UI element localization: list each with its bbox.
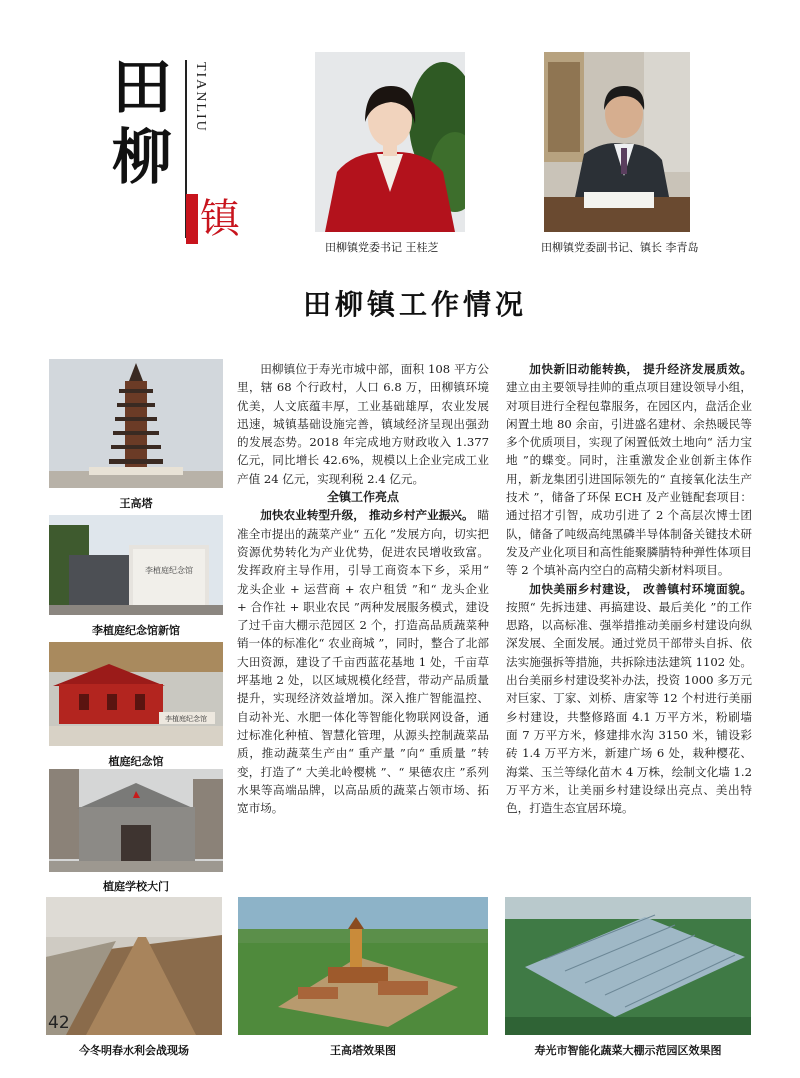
article-p2-body: 建立由主要领导挂帅的重点项目建设领导小组，对项目进行全程包靠服务，在园区内，盘活企业闲置土地 80 余亩，引进盛名建材、余热暖民等多个优质项目，实现了闲置低效土地向“ 活力宝地 ”的蝶变。同时，注重激发企业创新主体作用，新龙集团引进国际领先的“ 直接氧化法生产技术 ”，储备了环保 ECH 及产业链配套项目：通过招才引智，成功引进了 2 个高层次博士团队，储备了吨级高纯黑磷半导体制备关键技术研发及产业化项目和高性能聚膦腈特种弹性体项目等 2 个填补高内空白的高精尖新材料项目。 [506, 380, 752, 578]
town-char-liu: 柳 [112, 123, 172, 193]
portrait-mayor-photo [544, 52, 690, 232]
page-title: 田柳镇工作情况 [302, 288, 527, 321]
article-subheading: 全镇工作亮点 [326, 490, 399, 505]
caption-wang-tower-render: 王高塔效果图 [330, 1044, 396, 1057]
caption-water-project: 今冬明春水利会战现场 [79, 1044, 189, 1057]
portrait-mayor-caption: 田柳镇党委副书记、镇长 李青岛 [541, 241, 699, 254]
portrait-secretary-photo [315, 52, 465, 232]
pagoda-image [49, 359, 223, 488]
article-p3-body: 按照“ 先拆违建、再搞建设、最后美化 ”的工作思路，以高标准、强举措推动美丽乡村建设向纵深发展、全面发展。通过党员干部带头自拆、依法实施强拆等措施，共拆除违法建筑 1102 处。出台美丽乡村建设奖补办法，投资 1000 多万元对巨家、丁家、刘桥、唐家等 12 个村进行美丽乡村建设，共整修路面 4.1 万平方米，粉刷墙面 7 万平方米，修建排水沟 3150 米，铺设彩砖 1.4 万平方米，新建广场 6 处，栽种樱花、海棠、玉兰等绿化苗木 4 万株，绘制文化墙 1.2 万平方米，让美丽乡村建设绿出亮点、美出特色，打造生态宜居环境。 [506, 599, 752, 816]
article-p2 [506, 360, 752, 580]
town-char-tian: 田 [112, 53, 172, 123]
article-p3-lead: 加快美丽乡村建设， 改善镇村环境面貌。 [529, 581, 752, 596]
photo-school-gate [49, 769, 223, 872]
suffix-red-bar [186, 194, 198, 244]
caption-greenhouse-park: 寿光市智能化蔬菜大棚示范园区效果图 [534, 1044, 722, 1057]
memorial-new-image [49, 515, 223, 615]
portrait-secretary-caption: 田柳镇党委书记 王桂芝 [325, 241, 439, 254]
article-p3 [506, 580, 752, 818]
article-column-2 [506, 360, 752, 817]
school-gate-image [49, 769, 223, 872]
photo-memorial [49, 642, 223, 746]
suffix-char: 镇 [200, 196, 240, 242]
town-pinyin: TIANLIU [193, 62, 208, 133]
photo-wang-tower [49, 359, 223, 488]
article-p1-body: 瞄准全市提出的蔬菜产业“ 五化 ”发展方向，切实把资源优势转化为产业优势，促进农民增收致富。发挥政府主导作用，引导工商资本下乡，采用“ 龙头企业 + 运营商 + 农户租赁 ”和“ 龙头企业 + 合作社 + 职业农民 ”两种发展服务模式，建设了过千亩大棚示范园区 2 个，打造高品质蔬菜种销一体的标准化“ 农业商城 ”，同时，整合了北部大田资源，建设了千亩西蓝花基地 1 处，千亩草坪基地 2 处，以区域规模化经营，带动产品质量提升，实现经济效益增加。深入推广智能温控、自动补光、水肥一体化等智能化物联网设备，通过标准化种植、智慧化管理，从源头控制蔬菜品质，推动蔬菜生产由“ 重产量 ”向“ 重质量 ”转变，打造了“ 大美北岭樱桃 ”、“ 果德农庄 ”系列水果等高端品牌，以高品质的蔬菜占领市场、拓宽市场。 [237, 508, 489, 816]
memorial-image [49, 642, 223, 746]
caption-memorial-new: 李植庭纪念馆新馆 [92, 624, 180, 637]
portrait-mayor-image [544, 52, 690, 232]
article-intro: 田柳镇位于寿光市城中部，面积 108 平方公里，辖 68 个行政村，人口 6.8 万，田柳镇环境优美，人文底蕴丰厚，工业基础雄厚，农业发展迅速，城镇基础设施完善，镇域经济呈现出强劲的发展态势。2018 年完成地方财政收入 1.377 亿元，同比增长 42.6%，规模以上企业完成工业产值 24 亿元，实现利税 2.4 亿元。 [237, 362, 489, 486]
article-p2-lead: 加快新旧动能转换， 提升经济发展质效。 [529, 362, 752, 376]
greenhouse-park-image [505, 897, 751, 1035]
photo-wang-tower-render [238, 897, 488, 1035]
memorial-new-sign: 李植庭纪念馆 [145, 566, 193, 575]
article-column-1 [237, 360, 489, 817]
photo-memorial-new [49, 515, 223, 615]
article-p1-lead: 加快农业转型升级， 推动乡村产业振兴。 [260, 508, 474, 523]
memorial-sign: 李植庭纪念馆 [165, 715, 207, 723]
page-number: 42 [48, 1013, 70, 1033]
article-p1 [237, 506, 489, 817]
caption-wang-tower: 王高塔 [119, 497, 153, 510]
photo-greenhouse-park [505, 897, 751, 1035]
portrait-secretary-image [315, 52, 465, 232]
caption-school-gate: 植庭学校大门 [103, 880, 169, 893]
caption-memorial: 植庭纪念馆 [108, 755, 164, 768]
photo-water-project [46, 897, 222, 1035]
water-project-image [46, 897, 222, 1035]
wang-tower-render-image [238, 897, 488, 1035]
town-suffix [186, 194, 240, 244]
